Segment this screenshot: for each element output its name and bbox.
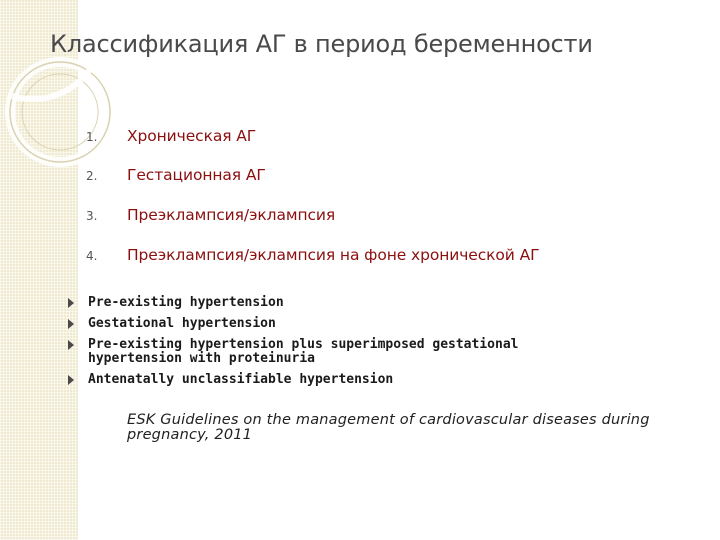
list-item-text: Гестационная АГ bbox=[127, 166, 266, 184]
slide-title: Классификация АГ в период беременности bbox=[50, 30, 593, 58]
bullet-text: Pre-existing hypertension plus superimposed gestational hypertension with proteinuria bbox=[88, 337, 519, 366]
list-item-text: Хроническая АГ bbox=[127, 127, 257, 145]
numbered-list-item bbox=[86, 246, 539, 264]
bullet-item bbox=[68, 296, 608, 310]
bullet-list bbox=[68, 296, 608, 394]
numbered-list-item bbox=[86, 166, 266, 184]
bullet-text: Antenatally unclassifiable hypertension bbox=[88, 372, 394, 387]
list-item-text: Преэклампсия/эклампсия bbox=[127, 206, 336, 224]
list-number: 4. bbox=[86, 249, 98, 263]
list-number: 1. bbox=[86, 130, 98, 144]
numbered-list-item bbox=[86, 206, 335, 224]
bullet-arrow-icon bbox=[68, 319, 74, 329]
list-number: 3. bbox=[86, 209, 98, 223]
bullet-item bbox=[68, 338, 608, 366]
bullet-text: Gestational hypertension bbox=[88, 316, 276, 331]
bullet-arrow-icon bbox=[68, 298, 74, 308]
list-number: 2. bbox=[86, 169, 98, 183]
bullet-arrow-icon bbox=[68, 340, 74, 350]
bullet-text: Pre-existing hypertension bbox=[88, 295, 284, 310]
numbered-list-item bbox=[86, 127, 256, 145]
bullet-item bbox=[68, 317, 608, 331]
bullet-arrow-icon bbox=[68, 375, 74, 385]
bullet-item bbox=[68, 373, 608, 387]
reference-citation: ESK Guidelines on the management of cardiovascular diseases during pregnancy, 2011 bbox=[127, 412, 650, 443]
list-item-text: Преэклампсия/эклампсия на фоне хронической АГ bbox=[127, 246, 540, 264]
